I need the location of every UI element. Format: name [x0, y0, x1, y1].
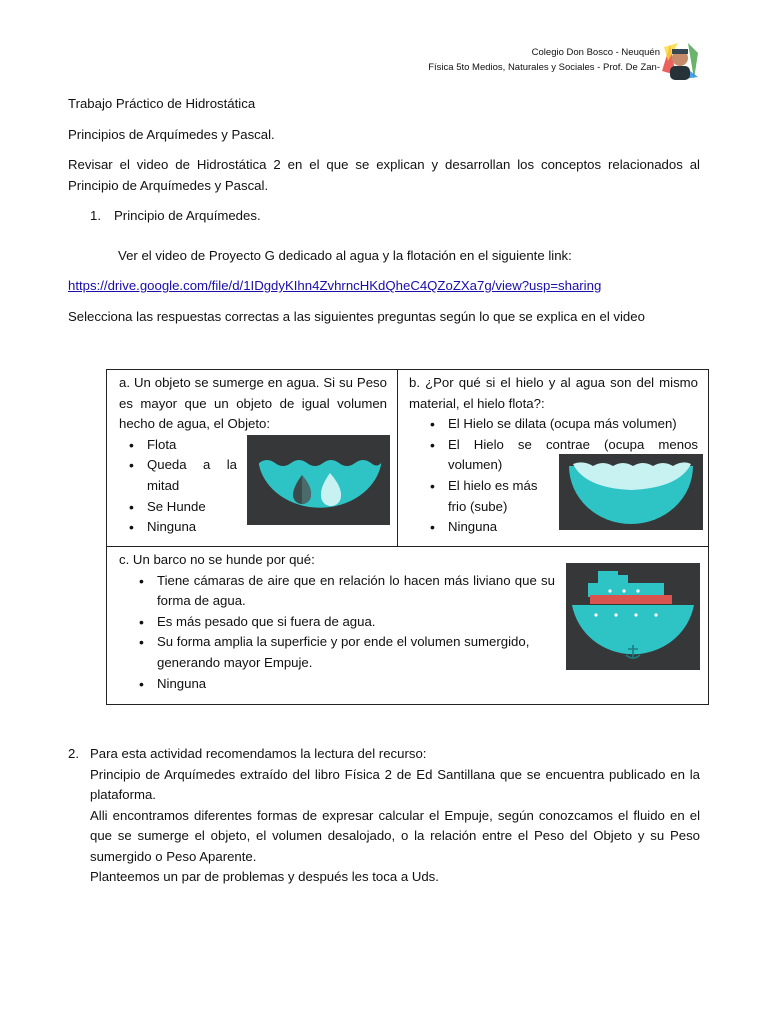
boat-image: [566, 563, 700, 670]
instruction-text: Selecciona las respuestas correctas a las siguientes preguntas según lo que se explica en el video: [68, 308, 645, 324]
option-b-4[interactable]: • Ninguna: [448, 517, 698, 538]
water-drop-image: [247, 435, 390, 525]
ice-bowl-image: [559, 454, 703, 530]
school-logo-icon: [660, 41, 700, 81]
section2-line2: Principio de Arquímedes extraído del libro Física 2 de Ed Santillana que se encuentra publicado en la plataforma.: [90, 766, 700, 802]
question-a-options: [117, 435, 237, 538]
video-text: Ver el video de Proyecto G dedicado al agua y la flotación en el siguiente link:: [118, 247, 572, 263]
header-school: Colegio Don Bosco - Neuquén: [531, 47, 660, 58]
section1-title: Principio de Arquímedes.: [114, 208, 261, 223]
doc-subtitle: Principios de Arquímedes y Pascal.: [68, 126, 275, 142]
option-b-1[interactable]: • El Hielo se dilata (ocupa más volumen): [448, 414, 698, 435]
question-b: [398, 370, 708, 546]
option-a-3[interactable]: • Se Hunde: [147, 497, 237, 518]
question-a-text: a. Un objeto se sumerge en agua. Si su Peso es mayor que un objeto de igual volumen hecho de agua, el Objeto:: [119, 375, 387, 432]
section2-line1: [68, 744, 700, 765]
document-body: [68, 94, 700, 327]
questions-row-top: [107, 370, 708, 547]
doc-intro: Revisar el video de Hidrostática 2 en el que se explican y desarrollan los conceptos relacionados al Principio de Arquímedes y Pascal.: [68, 157, 700, 193]
video-link[interactable]: https://drive.google.com/file/d/1IDgdyKIhn4ZvhrncHKdQheC4QZoZXa7g/view?usp=sharing: [68, 278, 602, 293]
section1-heading: [68, 206, 700, 227]
option-c-4[interactable]: • Ninguna: [157, 674, 555, 695]
section2-number: 2.: [68, 746, 79, 761]
section2: [68, 744, 700, 888]
page-header: [428, 45, 660, 75]
doc-title: Trabajo Práctico de Hidrostática: [68, 96, 256, 111]
header-course: Física 5to Medios, Naturales y Sociales - Prof. De Zan-: [428, 62, 660, 73]
option-b-3[interactable]: • El hielo es más frio (sube): [448, 476, 548, 517]
section2-heading: Para esta actividad recomendamos la lectura del recurso:: [90, 746, 427, 761]
section2-line3: Alli encontramos diferentes formas de expresar calcular el Empuje, según conozcamos el fluido en el que se sumerge el objeto, el volumen desalojado, o la relación entre el Peso del Objeto y su Peso sumergido o Peso Aparente.: [90, 807, 700, 864]
section2-line4: Planteemos un par de problemas y después les toca a Uds.: [90, 869, 439, 884]
option-c-2[interactable]: • Es más pesado que si fuera de agua.: [157, 612, 555, 633]
question-b-text: b. ¿Por qué si el hielo y al agua son del mismo material, el hielo flota?:: [409, 375, 698, 411]
question-c-options: [117, 571, 555, 695]
option-c-3[interactable]: • Su forma amplia la superficie y por ende el volumen sumergido, generando mayor Empuje.: [157, 632, 555, 673]
option-b-2[interactable]: • El Hielo se contrae (ocupa menos volumen): [448, 435, 698, 476]
option-a-2[interactable]: • Queda a la mitad: [147, 455, 237, 496]
option-c-1[interactable]: • Tiene cámaras de aire que en relación lo hacen más liviano que su forma de agua.: [157, 571, 555, 612]
question-c-text: c. Un barco no se hunde por qué:: [119, 552, 315, 567]
option-a-1[interactable]: • Flota: [147, 435, 237, 456]
question-a: [107, 370, 398, 546]
option-a-4[interactable]: • Ninguna: [147, 517, 237, 538]
section1-number: 1.: [90, 208, 101, 223]
